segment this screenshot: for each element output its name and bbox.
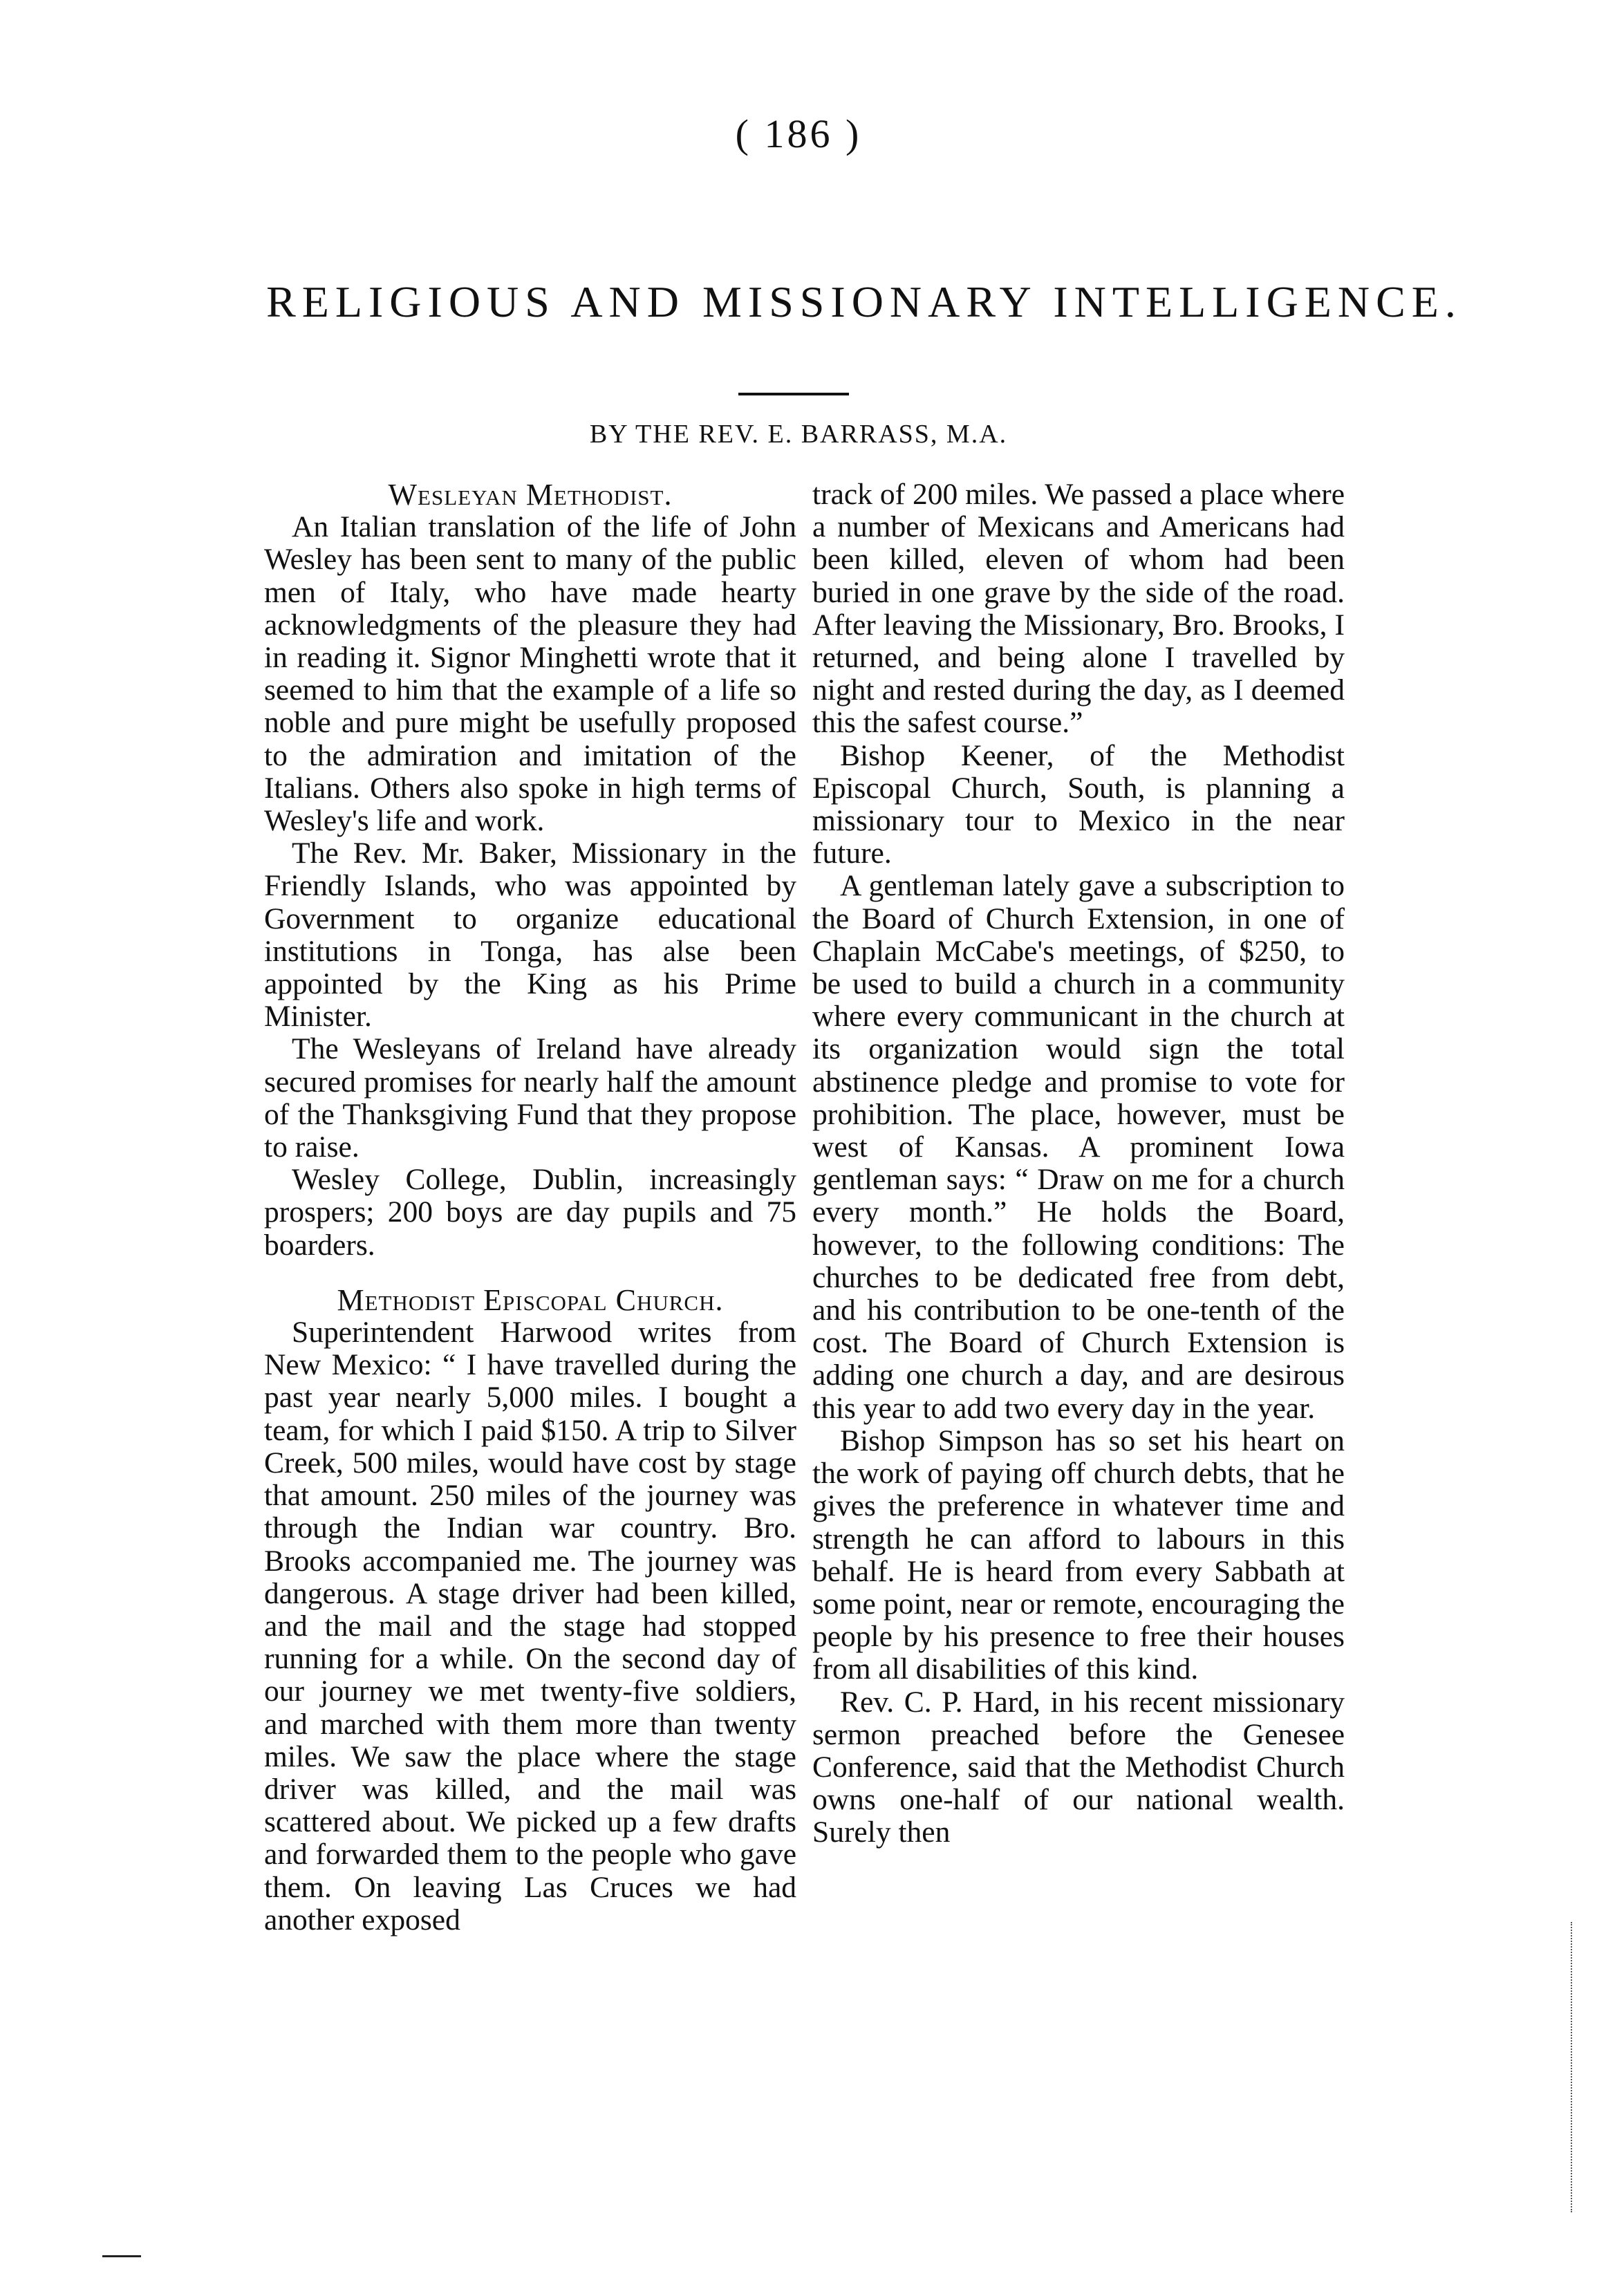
paragraph: The Wesleyans of Ireland have already secured promises for nearly half the amount of the Thanksgiving Fund that they propose to raise. [264,1032,796,1164]
paragraph: Wesley College, Dublin, increasingly prospers; 200 boys are day pupils and 75 boarders. [264,1163,796,1262]
paragraph: Superintendent Harwood writes from New Mexico: “ I have travelled during the past year nearly 5,000 miles. I bought a team, for which I paid $150. A trip to Silver Creek, 500 miles, would have cost by stage that amount. 250 miles of the journey was through the Indian war country. Bro. Brooks accompanied me. The journey was dangerous. A stage driver had been killed, and the mail and the stage had stopped running for a while. On the second day of our journey we met twenty-five soldiers, and marched with them more than twenty miles. We saw the place where the stage driver was killed, and the mail was scattered about. We picked up a few drafts and forwarded them to the people who gave them. On leaving Las Cruces we had another exposed [264,1316,796,1936]
page-number: ( 186 ) [735,111,862,156]
paragraph: An Italian translation of the life of John Wesley has been sent to many of the public men of Italy, who have made hearty acknowledgments of the pleasure they had in reading it. Signor Minghetti wrote that it seemed to him that the example of a life so noble and pure might be usefully proposed to the admiration and imitation of the Italians. Others also spoke in high terms of Wesley's life and work. [264,510,796,838]
footer-mark [102,2255,141,2257]
section-heading-wesleyan: Wesleyan Methodist. [388,478,673,512]
paragraph: track of 200 miles. We passed a place where a number of Mexicans and Americans had been killed, eleven of whom had been buried in one grave by the side of the road. After leaving the Missionary, Bro. Brooks, I returned, and being alone I travelled by night and rested during the day, as I deemed this the safest course.” [812,478,1345,740]
paragraph: The Rev. Mr. Baker, Missionary in the Friendly Islands, who was appointed by Government to organize educational institutions in Tonga, has alse been appointed by the King as his Prime Minister. [264,837,796,1034]
left-column [264,478,796,1936]
article-title: RELIGIOUS AND MISSIONARY INTELLIGENCE. [266,277,1462,326]
section-heading-episcopal: Methodist Episcopal Church. [337,1282,724,1317]
byline: BY THE REV. E. BARRASS, M.A. [589,420,1008,449]
paragraph: Bishop Keener, of the Methodist Episcopal Church, South, is planning a missionary tour to Mexico in the near future. [812,738,1345,870]
right-column [812,478,1345,1849]
paragraph: Rev. C. P. Hard, in his recent missionary sermon preached before the Genesee Conference, said that the Methodist Church owns one-half of our national wealth. Surely then [812,1685,1345,1849]
title-rule [738,393,849,395]
paragraph: Bishop Simpson has so set his heart on the work of paying off church debts, that he gives the preference in whatever time and strength he can afford to labours in this behalf. He is heard from every Sabbath at some point, near or remote, encouraging the people by his presence to free their houses from all disabilities of this kind. [812,1424,1345,1686]
paragraph: A gentleman lately gave a subscription to the Board of Church Extension, in one of Chaplain McCabe's meetings, of $250, to be used to build a church in a community where every communicant in the church at its organization would sign the total abstinence pledge and promise to vote for prohibition. The place, however, must be west of Kansas. A prominent Iowa gentleman says: “ Draw on me for a church every month.” He holds the Board, however, to the following conditions: The churches to be dedicated free from debt, and his contribution to be one-tenth of the cost. The Board of Church Extension is adding one church a day, and are desirous this year to add two every day in the year. [812,869,1345,1425]
scan-edge-artifact [1571,1922,1582,2212]
